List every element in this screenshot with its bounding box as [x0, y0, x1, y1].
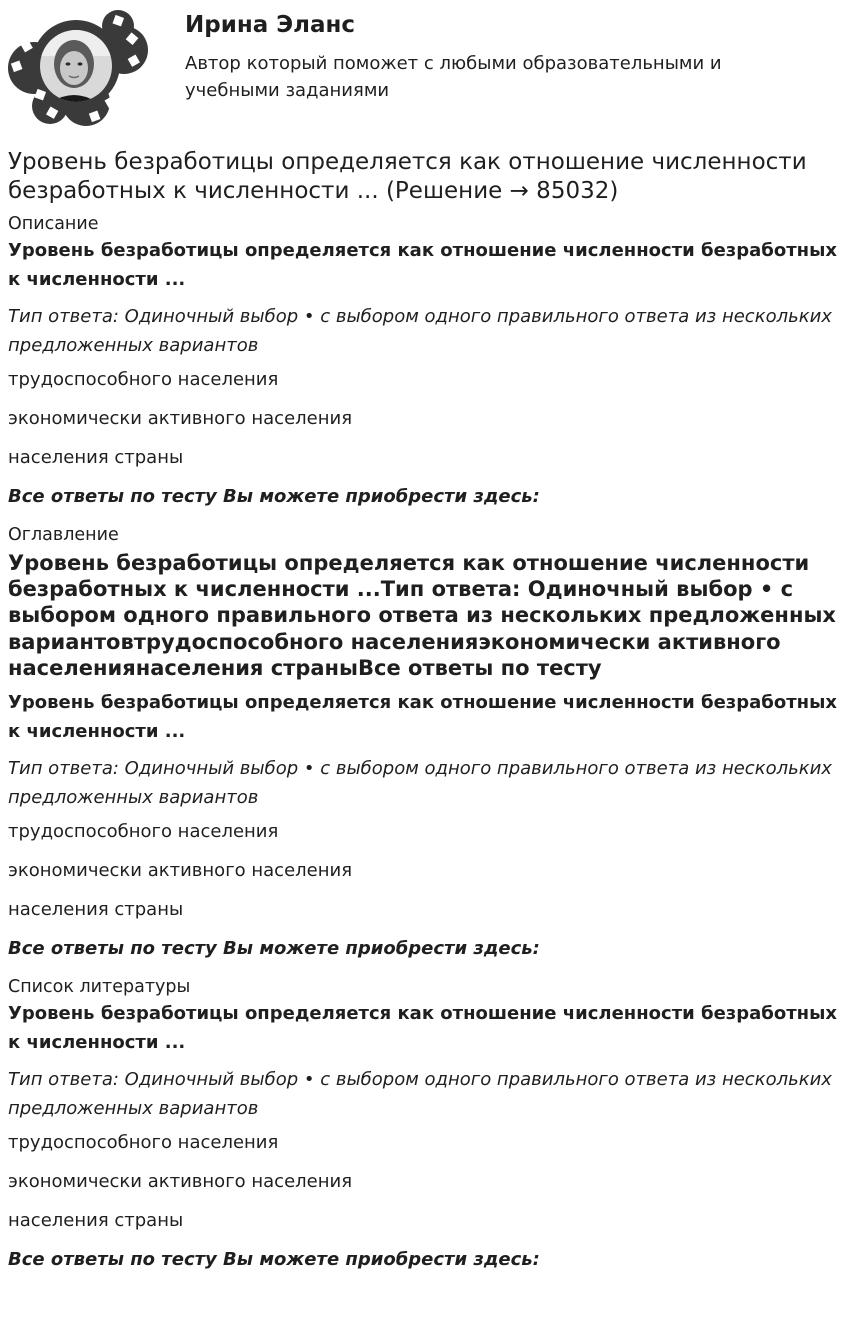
author-avatar: [6, 6, 151, 128]
buy-answers-text: Все ответы по тесту Вы можете приобрести здесь:: [8, 938, 540, 960]
buy-answers-text: Все ответы по тесту Вы можете приобрести здесь:: [8, 486, 540, 507]
answer-type: Тип ответа: Одиночный выбор • с выбором одного правильного ответа из нескольких предложенных вариантов: [8, 758, 832, 808]
description-section: [8, 213, 838, 508]
toc-section: [8, 524, 838, 960]
answer-option: трудоспособного населения: [8, 369, 279, 390]
literature-section: [8, 976, 838, 1271]
question-text: Уровень безработицы определяется как отношение численности безработных к численности ...: [8, 240, 837, 290]
buy-answers-text: Все ответы по тесту Вы можете приобрести здесь:: [8, 1249, 540, 1271]
toc-summary: Уровень безработицы определяется как отношение численности безработных к численности ...Тип ответа: Одиночный выбор • с выбором одного правильного ответа из нескольких предложенных вариантовтрудоспособного населенияэкономически активного населениянаселения страныВсе ответы по тесту: [8, 551, 836, 680]
answer-type: Тип ответа: Одиночный выбор • с выбором одного правильного ответа из нескольких предложенных вариантов: [8, 1069, 832, 1119]
answer-option: экономически активного населения: [8, 408, 353, 429]
film-frame-icon: [6, 6, 151, 128]
section-label-literature: Список литературы: [8, 977, 191, 998]
section-label-description: Описание: [8, 214, 99, 234]
question-text: Уровень безработицы определяется как отношение численности безработных к численности ...: [8, 692, 837, 742]
question-text: Уровень безработицы определяется как отношение численности безработных к численности ...: [8, 1003, 837, 1053]
answer-option: населения страны: [8, 899, 184, 921]
answer-option: населения страны: [8, 447, 184, 468]
page-title: Уровень безработицы определяется как отношение численности безработных к численности ... (Решение → 85032): [8, 149, 807, 204]
answer-option: экономически активного населения: [8, 860, 353, 882]
answer-option: трудоспособного населения: [8, 1132, 279, 1154]
section-label-toc: Оглавление: [8, 525, 119, 545]
author-name: Ирина Эланс: [185, 12, 356, 38]
author-description: Автор который поможет с любыми образовательными и учебными заданиями: [185, 53, 722, 101]
answer-option: экономически активного населения: [8, 1171, 353, 1193]
answer-option: трудоспособного населения: [8, 821, 279, 843]
answer-type: Тип ответа: Одиночный выбор • с выбором одного правильного ответа из нескольких предложенных вариантов: [8, 306, 832, 356]
main-content: [8, 148, 838, 1287]
answer-option: населения страны: [8, 1210, 184, 1232]
